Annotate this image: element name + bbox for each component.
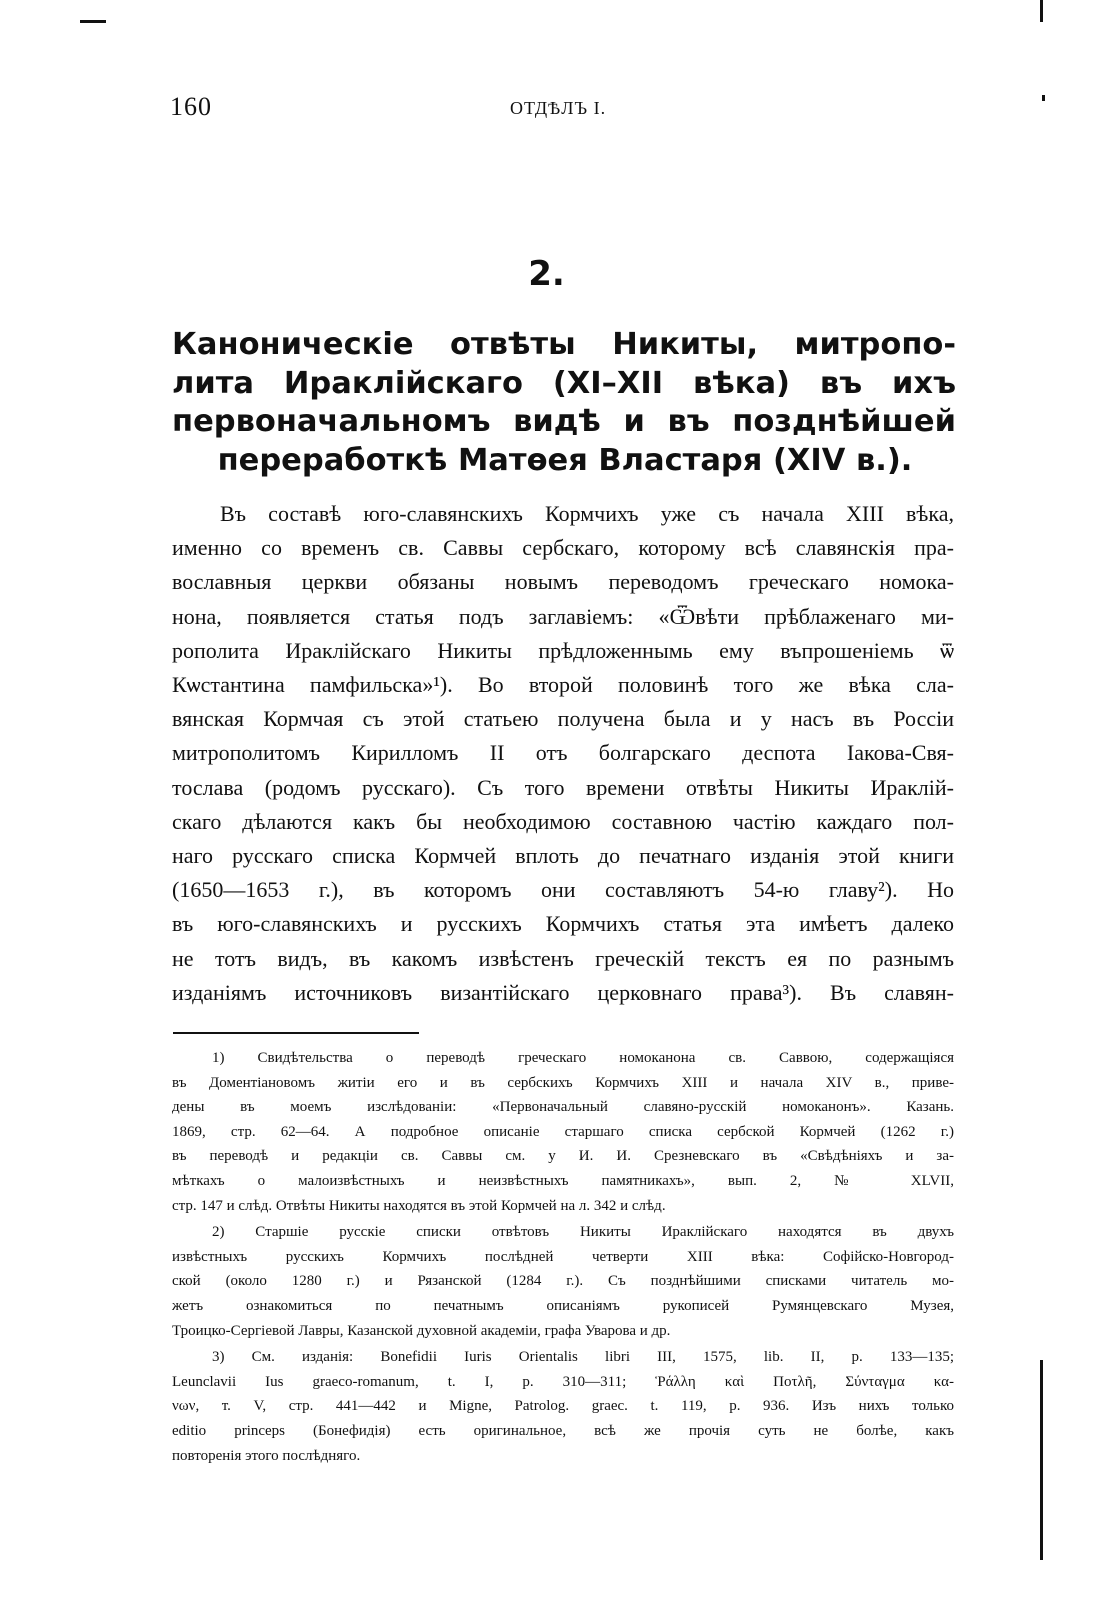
- scan-mark-top-left: [80, 20, 106, 23]
- scan-mark-top-right: [1040, 0, 1043, 22]
- footnote-line: дены въ моемъ изслѣдованіи: «Первоначальный славяно-русскій номоканонъ». Казань.: [172, 1099, 954, 1116]
- running-title: ОТДѢЛЪ I.: [510, 98, 607, 118]
- body-line: въ юго-славянскихъ и русскихъ Кормчихъ статья эта имѣетъ далеко: [172, 911, 954, 937]
- body-line: не тотъ видъ, въ какомъ извѣстенъ греческій текстъ ея по разнымъ: [172, 945, 954, 971]
- footnote-1: [172, 1046, 954, 1218]
- body-line: именно со временъ св. Саввы сербскаго, которому всѣ славянскія пра-: [172, 535, 954, 561]
- footnote-line: editio princeps (Бонефидія) есть оригинальное, всѣ же прочія суть не болѣе, какъ: [172, 1422, 954, 1439]
- body-line: Въ составѣ юго-славянскихъ Кормчихъ уже съ начала XIII вѣка,: [220, 501, 954, 526]
- footnote-3: [172, 1345, 954, 1468]
- footnote-line: въ переводѣ и редакціи св. Саввы см. у И. И. Срезневскаго въ «Свѣдѣніяхъ и за-: [172, 1148, 954, 1165]
- footnote-line: 3) См. изданія: Bonefidii Iuris Orientalis libri III, 1575, lib. II, p. 133—135;: [212, 1349, 954, 1366]
- body-line: митрополитомъ Кирилломъ II отъ болгарскаго деспота Іакова-Свя-: [172, 740, 954, 766]
- footnotes: [172, 1046, 954, 1468]
- body-line: тослава (родомъ русскаго). Съ того времени отвѣты Никиты Ираклій-: [172, 774, 954, 800]
- body-line: наго русскаго списка Кормчей вплоть до печатнаго изданія этой книги: [172, 843, 954, 869]
- footnote-line: νων, т. V, стр. 441—442 и Migne, Patrolog. graec. t. 119, p. 936. Изъ нихъ только: [172, 1398, 954, 1415]
- title-line: Каноническіе отвѣты Никиты, митропо-: [172, 327, 956, 362]
- footnote-line: повторенія этого послѣдняго.: [172, 1447, 361, 1464]
- body-line: скаго дѣлаются какъ бы необходимою составною частію каждаго пол-: [172, 808, 954, 834]
- page-number: 160: [170, 92, 212, 121]
- footnote-line: Leunclavii Ius graeco-romanum, t. I, p. 310—311; Ῥάλλη καὶ Ποτλῆ, Σύνταγμα κα-: [172, 1373, 954, 1390]
- running-head: [0, 92, 1093, 128]
- footnote-line: стр. 147 и слѣд. Отвѣты Никиты находятся въ этой Кормчей на л. 342 и слѣд.: [172, 1197, 666, 1214]
- title-line: лита Ираклійскаго (XI–XII вѣка) въ ихъ: [172, 365, 956, 401]
- footnote-line: ской (около 1280 г.) и Рязанской (1284 г.). Съ позднѣйшими списками читатель мо-: [172, 1273, 954, 1290]
- footnote-line: извѣстныхъ русскихъ Кормчихъ послѣдней четверти XIII вѣка: Софійско-Новгород-: [172, 1248, 954, 1265]
- body-line: изданіямъ источниковъ византійскаго церковнаго права³). Въ славян-: [172, 979, 954, 1005]
- body-line: вянская Кормчая съ этой статьею получена была и у насъ въ Россіи: [172, 706, 954, 732]
- footnote-line: 1) Свидѣтельства о переводѣ греческаго номоканона св. Саввою, содержащіяся: [212, 1050, 954, 1066]
- title-line: переработкѣ Матѳея Властаря (XIV в.).: [217, 442, 913, 478]
- footnote-line: мѣткахъ о малоизвѣстныхъ и неизвѣстныхъ памятникахъ», вып. 2, № XLVII,: [172, 1172, 954, 1189]
- footnote-divider: [173, 1032, 419, 1034]
- footnote-line: 1869, стр. 62—64. А подробное описаніе старшаго списка сербской Кормчей (1262 г.): [172, 1123, 954, 1140]
- footnote-line: жетъ ознакомиться по печатнымъ описаніямъ рукописей Румянцевскаго Музея,: [172, 1297, 954, 1314]
- footnote-line: въ Доментіановомъ житіи его и въ сербскихъ Кормчихъ XIII и начала XIV в., приве-: [172, 1074, 954, 1091]
- body-line: Кѡстантина памфильска»¹). Во второй половинѣ того же вѣка сла-: [172, 672, 954, 698]
- article-title: [172, 326, 956, 480]
- body-line: рополита Ираклійскаго Никиты прѣдложеннымь ему въпрошеніемь ѿ: [172, 637, 954, 663]
- footnote-2: [172, 1220, 954, 1343]
- footnote-line: 2) Старшіе русскіе списки отвѣтовъ Никиты Ираклійскаго находятся въ двухъ: [212, 1224, 954, 1241]
- title-line: первоначальномъ видѣ и въ позднѣйшей: [172, 404, 956, 439]
- scan-mark-right-line: [1040, 1360, 1043, 1560]
- footnote-line: Троицко-Сергіевой Лавры, Казанской духовной академіи, графа Уварова и др.: [172, 1322, 671, 1339]
- body-line: нона, появляется статья подъ заглавіемъ: «Ѿвѣти прѣблаженаго ми-: [172, 603, 954, 629]
- body-paragraph: [172, 497, 954, 1010]
- body-line: (1650—1653 г.), въ которомъ они составляютъ 54-ю главу²). Но: [172, 877, 954, 903]
- body-line: вославныя церкви обязаны новымъ переводомъ греческаго номока-: [172, 569, 954, 595]
- section-number: 2.: [528, 254, 565, 294]
